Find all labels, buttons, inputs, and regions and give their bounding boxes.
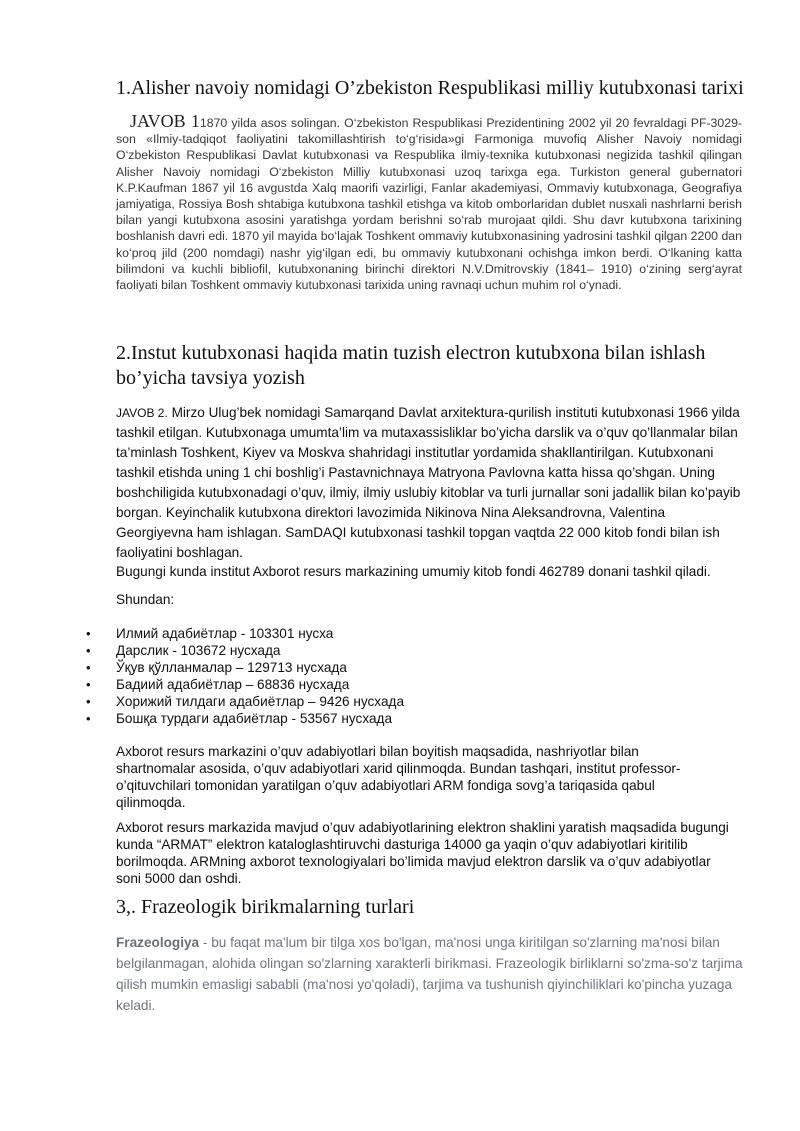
bullet-icon: • <box>86 711 91 726</box>
answer-3-paragraph <box>116 932 746 1016</box>
acquisition-paragraph: Axborot resurs markazini o’quv adabiyotlari bilan boyitish maqsadida, nashriyotlar bilan shartnomalar asosida, o’quv adabiyotlari xarid qilinmoqda. Bundan tashqari, institut professor-o’qituvchilari tomonidan yaratilgan o’quv adabiyotlari ARM fondiga sovg’a tariqasida qabul qilinmoqda. <box>116 744 681 810</box>
answer-2-text: Mirzo Ulug’bek nomidagi Samarqand Davlat arxitektura-qurilish instituti kutubxonasi 1966 yilda tashkil etilgan. Kutubxonaga umumta’lim va mutaxassisliklar bo’yicha darslik va o’quv qo’llanmalar bilan ta’minlash Toshkent, Kiyev va Moskva shahridagi institutlar yordamida shakllantirilgan. Kutubxonani tashkil etishda uning 1 chi boshlig’i Pastavnichnaya Matryona Pavlovna katta hissa qo’shgan. Uning boshchiligida kutubxonadagi o’quv, ilmiy, ilmiy uslubiy kitoblar va turli jurnallar soni jadallik bilan ko’payib borgan. Keyinchalik kutubxona direktori lavozimida Nikinova Nina Aleksandrovna, Valentina Georgiyevna ham ishlagan. SamDAQI kutubxonasi tashkil topgan vaqtda 22 000 kitob fondi bilan ish faoliyatini boshlagan. <box>116 405 741 560</box>
answer-3-text: - bu faqat ma'lum bir tilga xos bo'lgan, ma'nosi unga kiritilgan so'zlarning ma'nosi bilan belgilanmagan, alohida olingan so'zlarning xarakterli birikmasi. Frazeologik birliklarni so'zma-so'z tarjima qilish mumkin emasligi sababli (ma'nosi yo'qoladi), tarjima va tushunish qiyinchiliklari ko'pincha yuzaga keladi. <box>116 935 743 1013</box>
answer-1-text: 1870 yilda asos solingan. O‘zbekiston Respublikasi Prezidentining 2002 yil 20 fevraldagi PF-3029-son «Ilmiy-tadqiqot faoliyatini takomillashtirish to‘g‘risida»gi Farmoniga muvofiq Alisher Navoiy nomidagi O‘zbekiston Respublikasi Davlat kutubxonasi va Respublika ilmiy-texnika kutubxonasi negizida tashkil qilingan Alisher Navoiy nomidagi O‘zbekiston Milliy kutubxonasi uzoq tarixga ega. Turkiston general gubernatori K.P.Kaufman 1867 yil 16 avgustda Xalq maorifi vazirligi, Fanlar akademiyasi, Ommaviy kutubxonaga, Geografiya jamiyatiga, Rossiya Bosh shtabiga kutubxona tashkil etishga va kitob omborlaridan dublet nusxali nashrlarni berish bilan yangi kutubxona asosini yaratishga yordam berishni so‘rab murojaat qildi. Shu davr kutubxona tarixining boshlanish davri edi. 1870 yil mayida bo‘lajak Toshkent ommaviy kutubxonasining yadrosini tashkil qilgan 2200 dan ko‘proq jild (200 nomdagi) nashr yig‘ilgan edi, bu ommaviy kutubxonani ochishga imkon berdi. O‘lkaning katta bilimdoni va kuchli bibliofil, kutubxonaning birinchi direktori N.V.Dmitrovskiy (1841– 1910) o‘zining serg‘ayrat faoliyati bilan Toshkent ommaviy kutubxonasi tarixida uning ravnaqi uchun muhim rol o‘ynadi. <box>116 116 743 293</box>
book-fund-text: Bugungi kunda institut Axborot resurs markazining umumiy kitob fondi 462789 donani tashkil qiladi. <box>116 564 711 579</box>
bullet-icon: • <box>86 660 91 675</box>
question-1-heading: 1.Alisher navoiy nomidagi O’zbekiston Respublikasi milliy kutubxonasi tarixi <box>116 77 744 99</box>
question-2-heading: 2.Instut kutubxonasi haqida matin tuzish electron kutubxona bilan ishlash bo’yicha tavsiya yozish <box>116 342 706 389</box>
list-item: • Илмий адабиётлар - 103301 нусха <box>86 626 334 641</box>
list-item: • Ўқув қўлланмалар – 129713 нусхада <box>86 660 347 675</box>
list-item: • Бошқа турдаги адабиётлар - 53567 нусхада <box>86 711 393 726</box>
frazeologiya-term: Frazeologiya <box>116 935 200 950</box>
answer-1-label: JAVOB 1 <box>130 111 200 131</box>
list-item: • Бадиий адабиётлар – 68836 нусхада <box>86 677 350 692</box>
bullet-icon: • <box>86 677 91 692</box>
shundan-label: Shundan: <box>116 592 175 607</box>
bullet-icon: • <box>86 694 91 709</box>
literature-list <box>86 625 746 727</box>
electronic-resources-paragraph: Axborot resurs markazida mavjud o’quv adabiyotlarining elektron shaklini yaratish maqsadida bugungi kunda “ARMAT” elektron kataloglashtiruvchi dasturiga 14000 ga yaqin o’quv adabiyotlari kiritilib borilmoqda. ARMning axborot texnologiyalari bo’limida mavjud elektron darslik va o’quv adabiyotlar soni 5000 dan oshdi. <box>116 820 729 886</box>
answer-1-paragraph <box>116 113 742 293</box>
answer-2-paragraph <box>116 403 742 563</box>
bullet-icon: • <box>86 626 91 641</box>
question-3-heading: 3,. Frazeologik birikmalarning turlari <box>116 896 415 918</box>
bullet-icon: • <box>86 643 91 658</box>
list-item: • Хорижий тилдаги адабиётлар – 9426 нусхада <box>86 694 405 709</box>
answer-2-label: JAVOB 2. <box>116 406 168 420</box>
list-item: • Дарслик - 103672 нусхада <box>86 643 281 658</box>
